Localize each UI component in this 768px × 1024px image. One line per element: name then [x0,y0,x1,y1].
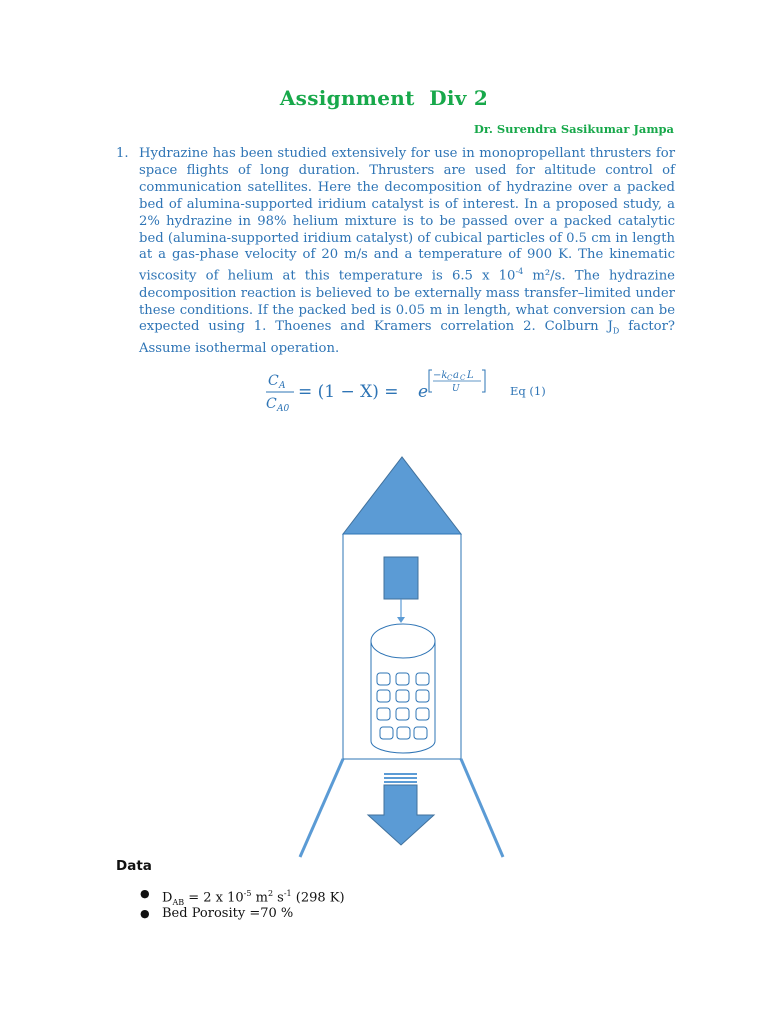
eq-exp-L: L [467,370,474,381]
diffusivity-unit-s-exp: -1 [283,889,292,898]
diffusivity-symbol: D [162,890,173,906]
eq-denominator: C [266,396,277,412]
equation-1 [262,366,502,422]
eq-denominator-sub: A0 [277,404,290,414]
eq-exp-denominator: U [452,384,460,394]
data-heading: Data [116,858,152,874]
eq-exp-a: a [453,370,459,381]
bullet-icon: ● [140,887,150,900]
question-text-part3: factor? Assume isothermal operation. [139,319,675,356]
rocket-right-leg [461,759,503,857]
diffusivity-sub: AB [172,897,185,907]
diffusivity-temp: (298 K) [291,890,345,906]
eq-middle: = (1 − X) = [298,382,399,402]
porosity-text: Bed Porosity =70 % [162,906,294,921]
question-text [139,146,675,358]
down-arrow [368,773,434,845]
eq-numerator-sub: A [279,381,286,391]
data-list [140,885,345,925]
diffusivity-unit-m: m [251,890,268,906]
question-text-part1: Hydrazine has been studied extensively for use in monopropellant thrusters for space flights of long duration. Thrusters are used for altitude control of communication satellites. Here the decomposition of hydrazine over a packed bed of alumina-supported iridium catalyst is of interest. In a proposed study, a 2% hydrazine in 98% helium mixture is to be passed over a packed catalytic bed (alumina-supported iridium catalyst) of cubical particles of 0.5 cm in length at a gas-phase velocity of 20 m/s and a temperature of 900 K. The kinematic viscosity of helium at this temperature is 6.5 x 10 [139,146,675,284]
data-item-diffusivity [140,885,345,905]
data-item-porosity [140,905,345,925]
author-name: Dr. Surendra Sasikumar Jampa [473,122,674,136]
question-text-part2: m²/s. The hydrazine decomposition reaction is believed to be externally mass transfer–limited under these conditions. If the packed bed is 0.05 m in length, what conversion can be expected using 1. Thoenes and Kramers correlation 2. Colburn J [139,268,675,335]
rocket-diagram [296,454,512,862]
rocket-nose-cone [343,457,461,534]
page-title: Assignment Div 2 [279,86,489,110]
diffusivity-unit-m-exp: 2 [267,889,274,898]
rocket-left-leg [300,759,343,857]
equation-label: Eq (1) [510,384,546,398]
packed-bed-cylinder [371,624,435,753]
eq-numerator: C [268,373,279,389]
bullet-icon: ● [140,907,150,920]
question-exponent: -4 [515,267,524,277]
diffusivity-unit-s: s [273,890,284,906]
eq-base: e [418,382,429,402]
diffusivity-exp: -5 [243,889,252,898]
eq-exp-numerator: −k [433,370,448,381]
eq-exp-k-sub: C [447,374,453,382]
feed-box [384,557,418,599]
diffusivity-value: = 2 x 10 [184,890,244,906]
eq-exp-a-sub: C [460,374,466,382]
question-number: 1. [116,146,129,161]
question-subscript: D [612,327,620,337]
